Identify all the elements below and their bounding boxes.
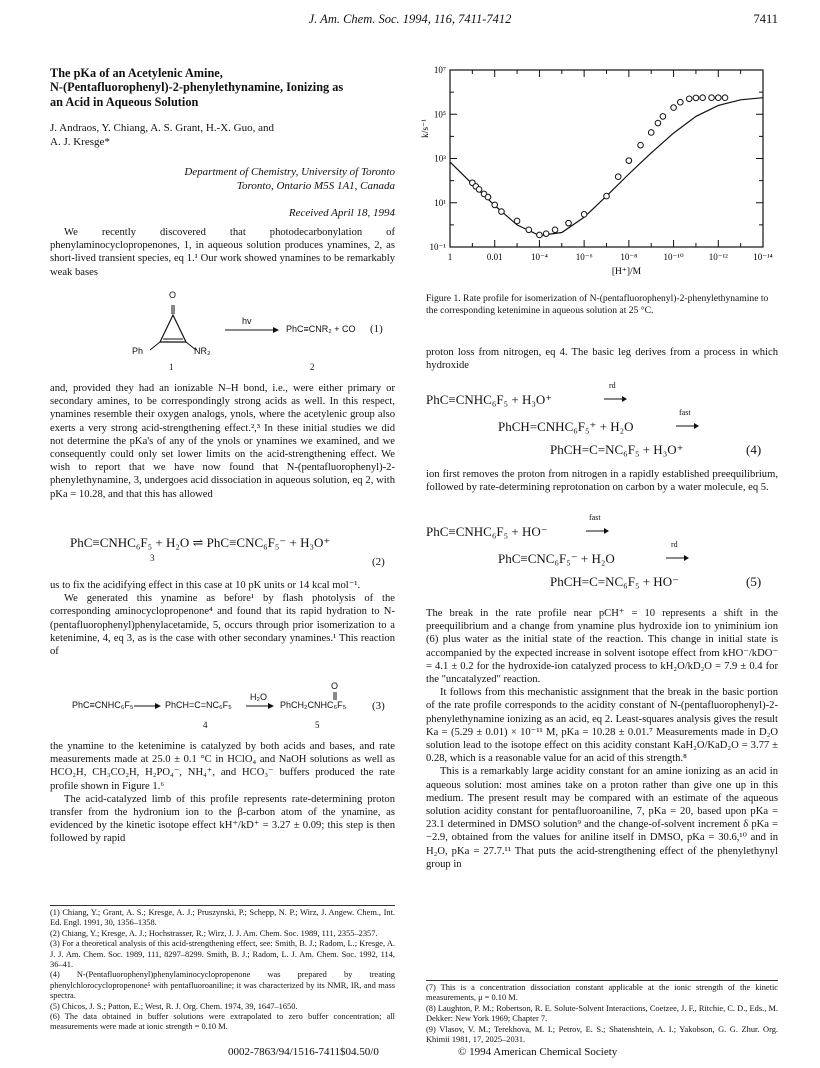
data-point <box>678 99 684 105</box>
eq5-line1: PhC≡CNHC₆F₅ + HO⁻ <box>426 524 548 539</box>
compound-label-3: 3 <box>150 553 155 563</box>
x-tick-label: 0.01 <box>486 252 503 262</box>
left-paragraph-5 <box>50 740 395 846</box>
scheme3-reactant: PhC≡CNHC₆F₅ <box>72 700 134 710</box>
data-point <box>700 95 706 101</box>
scheme3-water: H₂O <box>250 692 267 702</box>
paragraph-text: and, provided they had an ionizable N–H bond, i.e., were either primary or secondary amines, to be correspondingly strong acids as well. In this respect, ynamines resemble their oxygen analogs, ynols, where the acetylenic group also exerts a very strong acid-strengthening effect.²,³ In these initial studies we did not determine the pKa's of any of the ynols or ynamines we examined, and we consequently could only set lower limits on the acid-strengthening effect. We wish to report that we have now found that N-(pentafluorophenyl)-2-phenylethynamine, 3, undergoes acid dissociation in aqueous solution, eq 2, with pKa = 10.28, and that this has allowed <box>50 383 395 500</box>
oxygen-label: O <box>169 290 177 300</box>
article-title <box>50 66 395 109</box>
footnote: (9) Vlasov, V. M.; Terekhova, M. I.; Petrov, E. S.; Shatenshtein, A. I.; Yakobson, G. G. Zhur. Org. Khimii 1981, 17, 2025–2031. <box>426 1024 778 1045</box>
paragraph-text: This is a remarkably large acidity constant for an amine ionizing as an acid in aqueous solution: most amines take on a proton rather than give one up in this medium. The present result may be compared with an estimate of the aqueous solution acidity constant for pentafluoroaniline, 7, pKa = 20, based upon pKa = 23.1 determined in DMSO solution⁹ and the change-of-solvent increment δ pKa = −2.9, obtained from the values for aniline itself in DMSO, pKa = 30.6,¹⁰ and in H₂O, pKa = 27.7.¹¹ That puts the acid-strengthening effect of the phenylethynyl group in <box>426 766 778 870</box>
phenyl-label: Ph <box>132 346 144 356</box>
data-point <box>581 212 587 218</box>
eq5-line3: PhCH=C=NC₆F₅ + HO⁻ <box>550 574 679 589</box>
page-number: 7411 <box>753 12 778 26</box>
footnote: (4) N-(Pentafluorophenyl)phenylaminocyclopropenone was prepared by treating phenylchlorocyclopropenone⁵ with pentafluoroaniline; it was characterized by its NMR, IR, and mass spectra. <box>50 970 395 1001</box>
data-point <box>552 227 558 233</box>
footnote: (8) Laughton, P. M.; Robertson, R. E. Solute-Solvent Interactions, Coetzee, J. F., Ritchie, C. D., Eds., M. Dekker: New York 1969; Chapter 7. <box>426 1003 778 1024</box>
authors <box>50 122 395 149</box>
eq4-rd-label: rd <box>609 381 616 390</box>
data-point <box>660 114 666 120</box>
paragraph-text: We recently discovered that photodecarbonylation of phenylaminocyclopropenones, 1, in aqueous solution produces ynamines, 2, as short-lived transient species, eq 1.¹ Our work showed ynamines to be remarkably weak bases <box>50 227 395 278</box>
scheme3-oxygen: O <box>331 681 339 691</box>
y-tick-label: 10⁻¹ <box>429 242 446 252</box>
paragraph-text: The acid-catalyzed limb of this profile represents rate-determining proton transfer from the hydronium ion to the β-carbon atom of the ynamine, as evidenced by the kinetic isotope effect kH⁺/kD⁺ = 3.27 ± 0.09; this step is then followed by rapid <box>50 793 395 845</box>
left-paragraph-2 <box>50 382 395 501</box>
equation-5 <box>426 512 778 596</box>
paragraph-text: The break in the rate profile near pCH⁺ = 10 represents a shift in the preequilibrium and a change from ynamine plus hydroxide ion to yniminium ion (6) plus water as the initial state of the reaction. This change in initial state is accompanied by the expected increase in solvent isotope effect from kHO⁻/kDO⁻ = 4.1 ± 0.2 for the hydroxide-ion catalyzed process to kH₂O/kD₂O = 7.9 ± 0.4 for the "uncatalyzed" reaction. <box>426 608 778 686</box>
data-point <box>638 142 644 148</box>
equation-number: (4) <box>746 442 762 457</box>
footnote: (5) Chicos, J. S.; Patton, E.; West, R. J. Org. Chem. 1974, 39, 1647–1650. <box>50 1001 298 1011</box>
paragraph-text: proton loss from nitrogen, eq 4. The basic leg derives from a process in which hydroxide <box>426 347 778 372</box>
compound-label-5: 5 <box>315 720 320 730</box>
data-point <box>626 158 632 164</box>
nr2-label: NR₂ <box>194 346 211 356</box>
data-point <box>526 227 532 233</box>
title-line: N-(Pentafluorophenyl)-2-phenylethynamine, Ionizing as <box>50 80 344 95</box>
y-axis-label: k/s⁻¹ <box>421 119 431 138</box>
figure-1 <box>418 62 778 292</box>
compound-label-2: 2 <box>310 362 315 372</box>
footnote: (1) Chiang, Y.; Grant, A. S.; Kresge, A. J.; Pruszynski, P.; Schepp, N. P.; Wirz, J. Angew. Chem., Int. Ed. Engl. 1991, 30, 1356–1358. <box>50 908 395 928</box>
right-paragraph-3 <box>426 607 778 871</box>
data-point <box>499 209 505 215</box>
data-point <box>476 187 482 193</box>
left-paragraph-3 <box>50 579 395 658</box>
x-tick-label: 1 <box>447 252 453 262</box>
footnote: (2) Chiang, Y.; Kresge, A. J.; Hochstrasser, R.; Wirz, J. J. Am. Chem. Soc. 1989, 111, 2355–2357. <box>50 928 378 938</box>
paragraph-text: We generated this ynamine as before¹ by flash photolysis of the corresponding aminocyclopropenone⁴ and found that its rapid hydration to N-(pentafluorophenyl)phenylacetamide, 5, occurs through prior isomerization to a ketenimine, 4, eq 3, as is the case with other secondary ynamines.¹ This reaction of <box>50 593 395 658</box>
left-paragraph-1 <box>50 226 395 279</box>
equation-number: (5) <box>746 574 762 589</box>
affiliation-line: Toronto, Ontario M5S 1A1, Canada <box>236 179 395 192</box>
equation-number: (1) <box>370 323 383 335</box>
x-tick-label: 10⁻⁸ <box>620 252 638 262</box>
eq5-line2: PhC≡CNC₆F₅⁻ + H₂O <box>498 551 615 566</box>
running-header: J. Am. Chem. Soc. 1994, 116, 7411-7412 <box>308 12 512 26</box>
affiliation <box>50 166 395 193</box>
scheme-3 <box>70 680 400 736</box>
data-point <box>715 95 721 101</box>
footnotes-left <box>50 908 395 1033</box>
footnote: (6) The data obtained in buffer solutions were extrapolated to zero buffer concentration; all measurements were made at ionic strength = 0.10 M. <box>50 1012 395 1032</box>
authors-line: J. Andraos, Y. Chiang, A. S. Grant, H.-X. Guo, and <box>50 122 274 134</box>
paragraph-text: It follows from this mechanistic assignment that the break in the basic portion of the rate profile corresponds to the acidity constant of N-(pentafluorophenyl)-2-phenylethynamine ionizing as an acid, eq 2. Least-squares analysis gives the result Ka = (5.29 ± 0.01) × 10⁻¹¹ M, pKa = 10.28 ± 0.01.⁷ Measurements made in D₂O solution lead to the isotope effect on this acidity constant KaH₂O/KaD₂O = 3.77 ± 0.28, which is a reasonable value for an acid of this strength.⁸ <box>426 687 778 765</box>
right-paragraph-1 <box>426 346 778 372</box>
x-tick-label: 10⁻¹⁰ <box>663 252 684 262</box>
copyright: © 1994 American Chemical Society <box>458 1046 618 1058</box>
paragraph-text: ion first removes the proton from nitrogen in a rapidly established preequilibrium, followed by rate-determining reprotonation on carbon by a water molecule, eq 5. <box>426 469 778 494</box>
scheme-1 <box>130 290 400 378</box>
received-date: Received April 18, 1994 <box>288 207 395 219</box>
data-point <box>604 193 610 199</box>
y-tick-label: 10¹ <box>434 197 446 208</box>
data-point <box>566 220 572 226</box>
data-point <box>648 130 654 136</box>
authors-line: A. J. Kresge* <box>50 135 110 148</box>
data-point <box>655 120 661 126</box>
data-point <box>722 95 728 101</box>
y-tick-label: 10⁵ <box>433 109 446 120</box>
right-paragraph-2 <box>426 468 778 494</box>
x-tick-label: 10⁻⁴ <box>530 252 548 262</box>
equation-2 <box>70 535 400 551</box>
scheme1-product: PhC≡CNR₂ + CO <box>286 324 356 334</box>
data-point <box>615 174 621 180</box>
x-axis-label: [H⁺]/M <box>611 267 642 277</box>
footnote: (3) For a theoretical analysis of this acid-strengthening effect, see: Smith, B. J.; Radom, L.; Kresge, A. J. J. Am. Chem. Soc. 1989, 111, 8297–8299. Smith, B. J.; Radom, L. J. Am. Chem. Soc. 1992, 114, 36–41. <box>50 939 395 970</box>
eq4-line1: PhC≡CNHC₆F₅ + H₃O⁺ <box>426 392 553 407</box>
eq4-line2: PhCH=CNHC₆F₅⁺ + H₂O <box>498 419 634 434</box>
y-tick-label: 10⁷ <box>433 65 446 75</box>
data-point <box>686 96 692 102</box>
footnote: (7) This is a concentration dissociation constant applicable at the ionic strength of the kinetic measurements, μ = 0.10 M. <box>426 983 778 1003</box>
data-point <box>543 231 549 237</box>
data-point <box>537 232 543 238</box>
x-tick-label: 10⁻¹⁴ <box>753 252 773 262</box>
issn-code: 0002-7863/94/1516-7411$04.50/0 <box>228 1046 379 1058</box>
data-point <box>485 194 491 200</box>
fitted-curve <box>450 98 763 236</box>
data-point <box>709 95 715 101</box>
x-tick-label: 10⁻⁶ <box>575 252 593 262</box>
data-point <box>671 105 677 111</box>
affiliation-line: Department of Chemistry, University of Toronto <box>184 166 395 178</box>
equation-number: (3) <box>372 700 385 712</box>
data-point <box>492 202 498 208</box>
eq5-fast-label: fast <box>589 513 601 522</box>
equation-4 <box>426 380 778 464</box>
y-tick-label: 10³ <box>434 153 446 164</box>
rate-profile-chart <box>418 62 778 292</box>
eq4-line3: PhCH=C=NC₆F₅ + H₃O⁺ <box>550 442 684 457</box>
equation-2-text: PhC≡CNHC₆F₅ + H₂O ⇌ PhC≡CNC₆F₅⁻ + H₃O⁺ <box>70 535 331 550</box>
eq5-rd-label: rd <box>671 540 678 549</box>
compound-label-1: 1 <box>169 362 174 372</box>
scheme3-amide: PhCH₂CNHC₆F₅ <box>280 700 347 710</box>
figure-caption: Figure 1. Rate profile for isomerization of N-(pentafluorophenyl)-2-phenylethynamine to the corresponding ketenimine in aqueous solution at 25 °C. <box>426 293 769 316</box>
x-tick-label: 10⁻¹² <box>708 252 728 262</box>
paragraph-text: the ynamine to the ketenimine is catalyzed by both acids and bases, and rate measurements made at 25.0 ± 0.1 °C in HClO₄ and NaOH solutions as well as HCO₂H, CH₃CO₂H, H₂PO₄⁻, NH₄⁺, and HCO₃⁻ buffers produced the rate profile shown in Figure 1.⁶ <box>50 741 395 792</box>
footnote-rule <box>50 905 395 906</box>
data-point <box>693 95 699 101</box>
footnotes-right <box>426 983 778 1045</box>
equation-number: (2) <box>372 556 385 568</box>
hv-label: hv <box>242 316 252 326</box>
footnote-rule <box>426 980 778 981</box>
paragraph-text: us to fix the acidifying effect in this case at 10 pK units or 14 kcal mol⁻¹. <box>50 580 361 591</box>
scheme3-ketenimine: PhCH=C=NC₆F₅ <box>165 700 232 710</box>
title-line: an Acid in Aqueous Solution <box>50 94 199 109</box>
data-point <box>514 218 520 224</box>
compound-label-4: 4 <box>203 720 208 730</box>
eq4-fast-label: fast <box>679 408 691 417</box>
title-line: The pKa of an Acetylenic Amine, <box>50 66 223 80</box>
